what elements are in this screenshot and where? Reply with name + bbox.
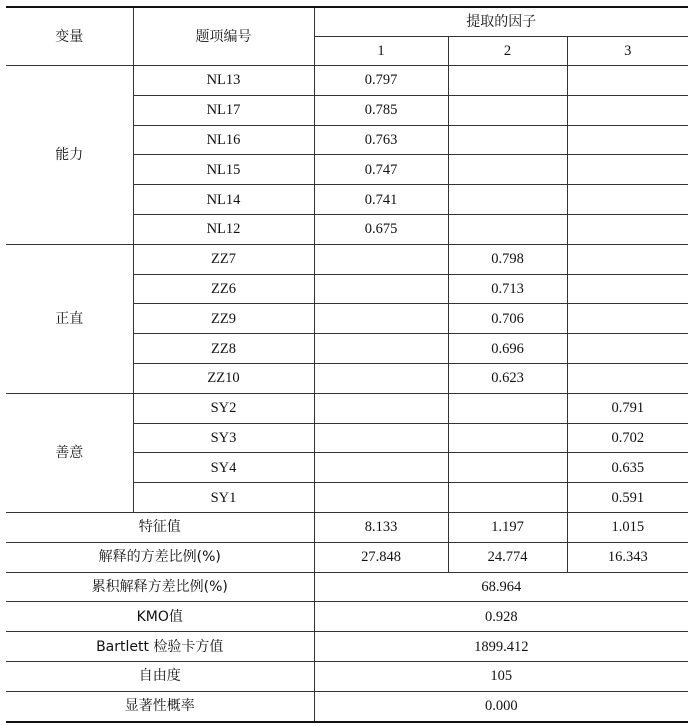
factor-1-loading-cell [314, 483, 448, 513]
factor-3-loading-cell [567, 185, 688, 215]
factor-1-loading-cell: 0.747 [314, 155, 448, 185]
factor-3-loading-cell: 0.635 [567, 453, 688, 483]
item-code-cell: NL15 [133, 155, 314, 185]
header-variable: 变量 [6, 7, 133, 66]
factor-1-loading-cell [314, 423, 448, 453]
factor-1-loading-cell [314, 244, 448, 274]
variable-cell: 正直 [6, 244, 133, 393]
item-code-cell: SY3 [133, 423, 314, 453]
factor-2-loading-cell [448, 423, 567, 453]
statistic-value-cell: 68.964 [314, 572, 688, 602]
item-code-cell: NL13 [133, 66, 314, 96]
factor-1-loading-cell [314, 393, 448, 423]
item-code-cell: ZZ9 [133, 304, 314, 334]
factor-1-loading-cell [314, 453, 448, 483]
factor-1-loading-cell: 0.797 [314, 66, 448, 96]
factor-1-loading-cell: 0.785 [314, 95, 448, 125]
factor-2-loading-cell [448, 66, 567, 96]
item-code-cell: ZZ8 [133, 334, 314, 364]
factor-1-loading-cell: 0.741 [314, 185, 448, 215]
table-row [6, 66, 688, 96]
statistic-row [6, 572, 688, 602]
summary-row [6, 542, 688, 572]
factor-2-loading-cell [448, 453, 567, 483]
statistic-row [6, 632, 688, 662]
factor-2-loading-cell: 0.706 [448, 304, 567, 334]
factor-3-loading-cell [567, 334, 688, 364]
summary-value-cell: 16.343 [567, 542, 688, 572]
summary-row [6, 512, 688, 542]
summary-value-cell: 1.197 [448, 512, 567, 542]
statistic-label-cell: Bartlett 检验卡方值 [6, 632, 314, 662]
factor-2-loading-cell [448, 185, 567, 215]
item-code-cell: NL17 [133, 95, 314, 125]
variable-cell: 善意 [6, 393, 133, 512]
factor-2-loading-cell [448, 95, 567, 125]
factor-3-loading-cell [567, 244, 688, 274]
summary-value-cell: 27.848 [314, 542, 448, 572]
item-code-cell: NL16 [133, 125, 314, 155]
summary-label-cell: 解释的方差比例(%) [6, 542, 314, 572]
factor-3-loading-cell [567, 155, 688, 185]
factor-2-loading-cell: 0.798 [448, 244, 567, 274]
factor-3-loading-cell [567, 214, 688, 244]
item-code-cell: ZZ7 [133, 244, 314, 274]
statistic-label-cell: 累积解释方差比例(%) [6, 572, 314, 602]
factor-1-loading-cell: 0.675 [314, 214, 448, 244]
factor-3-loading-cell: 0.791 [567, 393, 688, 423]
statistic-row [6, 602, 688, 632]
summary-value-cell: 8.133 [314, 512, 448, 542]
factor-1-loading-cell [314, 363, 448, 393]
item-code-cell: SY1 [133, 483, 314, 513]
factor-2-loading-cell [448, 214, 567, 244]
summary-label-cell: 特征值 [6, 512, 314, 542]
table-row [6, 244, 688, 274]
table-body [6, 7, 688, 722]
header-factor-2: 2 [448, 37, 567, 66]
factor-analysis-table [6, 6, 688, 723]
header-item-code: 题项编号 [133, 7, 314, 66]
factor-3-loading-cell [567, 66, 688, 96]
factor-1-loading-cell [314, 274, 448, 304]
table-row [6, 393, 688, 423]
factor-3-loading-cell: 0.702 [567, 423, 688, 453]
header-factor-1: 1 [314, 37, 448, 66]
header-extracted-factors: 提取的因子 [314, 7, 688, 37]
factor-1-loading-cell [314, 304, 448, 334]
header-factor-3: 3 [567, 37, 688, 66]
statistic-value-cell: 0.000 [314, 691, 688, 721]
item-code-cell: ZZ10 [133, 363, 314, 393]
item-code-cell: NL14 [133, 185, 314, 215]
factor-3-loading-cell [567, 363, 688, 393]
factor-3-loading-cell [567, 125, 688, 155]
factor-1-loading-cell [314, 334, 448, 364]
factor-2-loading-cell [448, 155, 567, 185]
factor-3-loading-cell: 0.591 [567, 483, 688, 513]
item-code-cell: NL12 [133, 214, 314, 244]
factor-2-loading-cell [448, 125, 567, 155]
statistic-label-cell: KMO值 [6, 602, 314, 632]
header-row [6, 7, 688, 37]
statistic-row [6, 691, 688, 721]
statistic-value-cell: 105 [314, 661, 688, 691]
factor-2-loading-cell: 0.696 [448, 334, 567, 364]
summary-value-cell: 24.774 [448, 542, 567, 572]
factor-3-loading-cell [567, 95, 688, 125]
factor-1-loading-cell: 0.763 [314, 125, 448, 155]
item-code-cell: SY2 [133, 393, 314, 423]
statistic-label-cell: 自由度 [6, 661, 314, 691]
factor-2-loading-cell [448, 483, 567, 513]
factor-2-loading-cell [448, 393, 567, 423]
statistic-value-cell: 1899.412 [314, 632, 688, 662]
summary-value-cell: 1.015 [567, 512, 688, 542]
statistic-label-cell: 显著性概率 [6, 691, 314, 721]
factor-2-loading-cell: 0.623 [448, 363, 567, 393]
factor-3-loading-cell [567, 274, 688, 304]
statistic-row [6, 661, 688, 691]
factor-3-loading-cell [567, 304, 688, 334]
variable-cell: 能力 [6, 66, 133, 245]
item-code-cell: SY4 [133, 453, 314, 483]
factor-2-loading-cell: 0.713 [448, 274, 567, 304]
item-code-cell: ZZ6 [133, 274, 314, 304]
statistic-value-cell: 0.928 [314, 602, 688, 632]
